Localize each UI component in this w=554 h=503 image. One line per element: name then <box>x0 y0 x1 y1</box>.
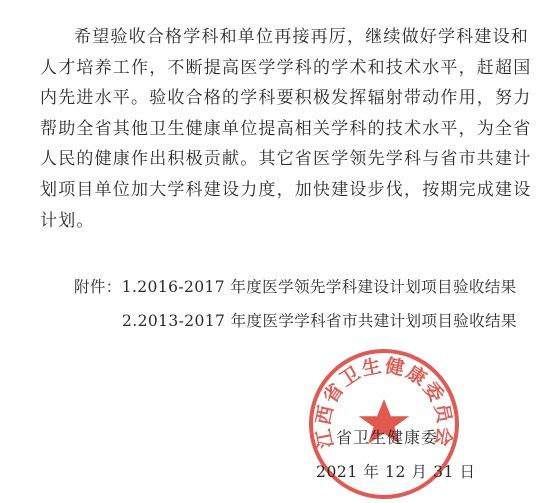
body-line: 希望验收合格学科和单位再接再厉，继续做好学科建设和 <box>74 27 529 47</box>
attachment-item <box>74 270 534 304</box>
body-line: 计划。 <box>40 210 95 231</box>
svg-text:江西省卫生健康委员会: 江西省卫生健康委员会 <box>312 354 456 450</box>
body-line: 内先进水平。验收合格的学科要积极发挥辐射带动作用，努力 <box>40 88 532 109</box>
attachments-label: 附件： <box>74 278 122 296</box>
body-line: 帮助全省其他卫生健康单位提高相关学科的技术水平，为全省 <box>40 118 532 139</box>
attachments-list <box>74 270 534 338</box>
signature-org: 省卫生健康委 <box>336 428 439 447</box>
attachment-text: 1.2016-2017 年度医学领先学科建设计划项目验收结果 <box>121 278 517 296</box>
body-line: 人才培养工作，不断提高医学学科的学术和技术水平，赶超国 <box>40 57 532 78</box>
attachment-item <box>74 304 534 338</box>
body-line: 人民的健康作出积极贡献。其它省医学领先学科与省市共建计 <box>40 149 532 170</box>
signature-date: 2021 年 12 月 31 日 <box>316 463 476 481</box>
attachment-text: 2.2013-2017 年度医学学科省市共建计划项目验收结果 <box>122 312 517 330</box>
body-paragraph <box>40 22 532 236</box>
body-line: 划项目单位加大学科建设力度，加快建设步伐，按期完成建设 <box>40 179 532 200</box>
